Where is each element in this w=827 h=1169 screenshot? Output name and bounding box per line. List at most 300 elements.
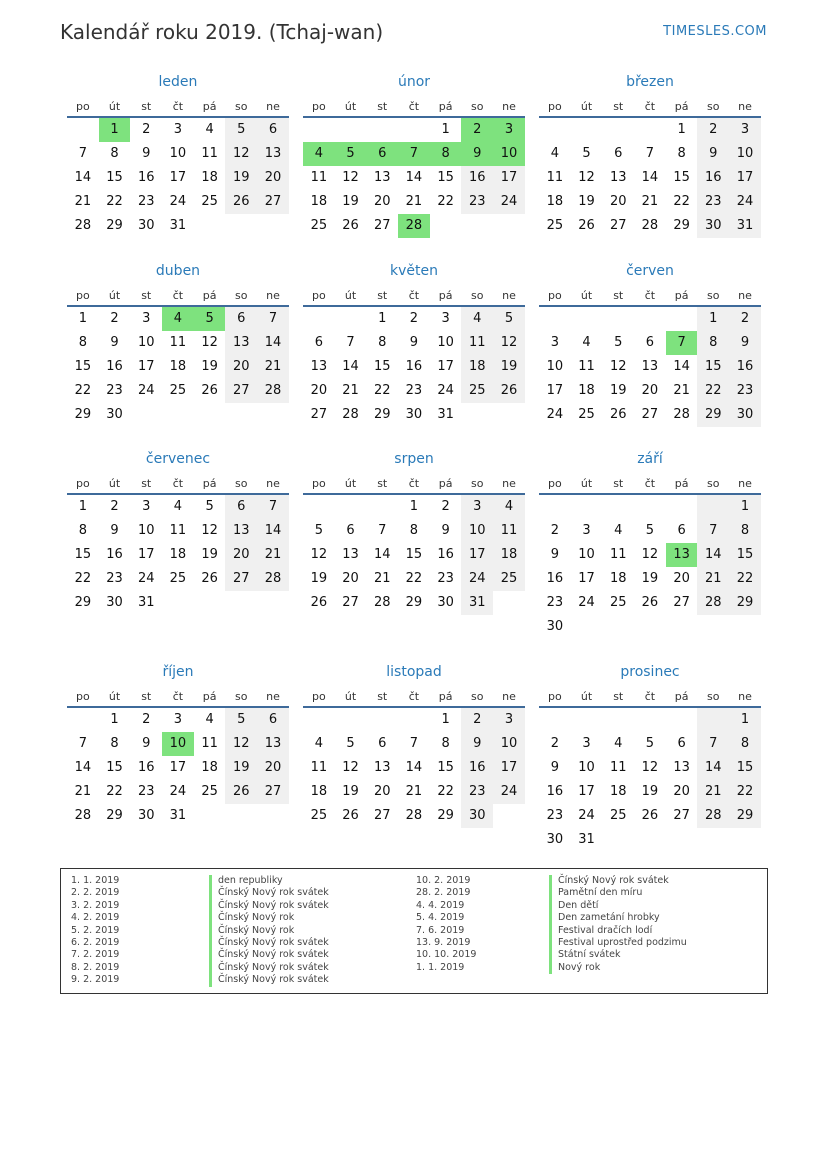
day-cell: 17	[546, 383, 564, 398]
week-row	[539, 379, 761, 403]
day-cell: 23	[461, 190, 493, 214]
day-cell: 27	[342, 595, 359, 610]
week-row	[539, 780, 761, 804]
weekday-label: st	[377, 690, 388, 703]
day-cell: 20	[257, 166, 289, 190]
weekday-label: ne	[266, 289, 280, 302]
day-cell: 21	[257, 543, 289, 567]
weekday-label: út	[344, 477, 357, 490]
day-cell: 19	[225, 756, 257, 780]
day-cell: 22	[74, 383, 92, 398]
day-cell: 24	[137, 383, 155, 398]
month-7	[303, 449, 525, 615]
day-cell: 9	[461, 142, 493, 166]
day-cell: 17	[578, 784, 595, 799]
day-cell: 21	[342, 383, 359, 398]
month-6	[67, 449, 289, 615]
empty-cell	[493, 403, 525, 427]
day-cell: 22	[673, 194, 690, 209]
day-cell: 31	[169, 808, 187, 823]
brand-link[interactable]: TIMESLES.COM	[663, 24, 767, 39]
day-cell: 15	[437, 170, 454, 185]
month-name: srpen	[394, 451, 434, 467]
day-cell: 27	[373, 218, 391, 233]
day-cell: 1	[677, 122, 686, 137]
day-cell: 28	[398, 214, 430, 238]
week-row	[539, 519, 761, 543]
day-cell: 17	[729, 166, 761, 190]
day-cell: 1	[441, 122, 450, 137]
day-cell: 5	[205, 499, 214, 514]
day-cell: 21	[74, 194, 92, 209]
week-row	[67, 756, 289, 780]
day-cell: 12	[225, 142, 257, 166]
week-row	[303, 379, 525, 403]
week-row	[539, 732, 761, 756]
legend-entry: 4. 2. 2019	[71, 912, 120, 924]
day-cell: 23	[461, 780, 493, 804]
day-cell: 13	[373, 760, 391, 775]
day-cell: 7	[257, 307, 289, 331]
legend-entry: 5. 2. 2019	[71, 924, 120, 936]
day-cell: 29	[373, 407, 391, 422]
day-cell: 21	[405, 784, 423, 799]
day-cell: 5	[335, 142, 367, 166]
month-name: listopad	[386, 664, 442, 680]
day-cell: 5	[645, 736, 655, 751]
day-cell: 15	[106, 170, 123, 185]
week-row	[67, 403, 289, 427]
day-cell: 24	[578, 595, 595, 610]
day-cell: 17	[461, 543, 493, 567]
legend-entry: Nový rok	[549, 962, 687, 974]
day-cell: 15	[106, 760, 123, 775]
day-cell: 28	[342, 407, 359, 422]
day-cell: 8	[378, 335, 387, 350]
day-cell: 4	[162, 307, 194, 331]
weekday-label: so	[471, 289, 484, 302]
weekday-header	[539, 96, 761, 118]
legend-entry: Festival uprostřed podzimu	[549, 937, 687, 949]
day-cell: 15	[437, 760, 454, 775]
week-row	[67, 519, 289, 543]
day-cell: 19	[342, 784, 359, 799]
day-cell: 25	[546, 218, 564, 233]
day-cell: 12	[493, 331, 525, 355]
day-cell: 25	[609, 595, 627, 610]
day-cell: 10	[137, 335, 155, 350]
day-cell: 26	[641, 808, 659, 823]
day-cell: 29	[437, 808, 454, 823]
day-cell: 15	[729, 543, 761, 567]
week-row	[303, 307, 525, 331]
empty-cell	[493, 804, 525, 828]
day-cell: 12	[342, 760, 359, 775]
day-cell: 22	[373, 383, 391, 398]
month-name: červen	[626, 263, 674, 279]
day-cell: 10	[437, 335, 454, 350]
empty-cell	[430, 214, 462, 238]
day-cell: 19	[641, 784, 659, 799]
weekday-label: pá	[202, 289, 217, 302]
day-cell: 28	[74, 808, 92, 823]
day-cell: 2	[461, 708, 493, 732]
day-cell: 20	[373, 784, 391, 799]
empty-cell	[602, 307, 634, 331]
week-row	[539, 804, 761, 828]
empty-cell	[335, 495, 367, 519]
week-row	[303, 804, 525, 828]
day-cell: 20	[257, 756, 289, 780]
weekday-label: st	[613, 690, 624, 703]
weekday-label: so	[471, 690, 484, 703]
day-cell: 8	[729, 732, 761, 756]
day-cell: 28	[641, 218, 659, 233]
day-cell: 13	[609, 170, 627, 185]
day-cell: 4	[461, 307, 493, 331]
day-cell: 23	[729, 379, 761, 403]
empty-cell	[493, 591, 525, 615]
legend-entry: Čínský Nový rok svátek	[209, 900, 329, 912]
empty-cell	[366, 118, 398, 142]
day-cell: 17	[137, 359, 155, 374]
weekday-label: po	[311, 289, 326, 302]
day-cell: 12	[641, 760, 659, 775]
day-cell: 16	[697, 166, 729, 190]
empty-cell	[194, 403, 226, 427]
day-cell: 10	[461, 519, 493, 543]
day-cell: 10	[578, 760, 595, 775]
week-row	[67, 118, 289, 142]
day-cell: 22	[437, 784, 454, 799]
empty-cell	[697, 615, 729, 639]
day-cell: 18	[461, 355, 493, 379]
day-cell: 20	[225, 543, 257, 567]
day-cell: 16	[546, 784, 564, 799]
day-cell: 26	[201, 571, 218, 586]
weekday-label: st	[613, 477, 624, 490]
day-cell: 11	[201, 736, 218, 751]
day-cell: 13	[342, 547, 359, 562]
weekday-label: ne	[738, 690, 752, 703]
day-cell: 9	[729, 331, 761, 355]
day-cell: 30	[546, 619, 564, 634]
day-cell: 14	[257, 519, 289, 543]
day-cell: 20	[673, 571, 690, 586]
day-cell: 27	[673, 595, 690, 610]
empty-cell	[729, 828, 761, 852]
day-cell: 24	[169, 784, 187, 799]
month-weeks	[67, 118, 289, 238]
day-cell: 23	[437, 571, 454, 586]
day-cell: 1	[441, 712, 450, 727]
day-cell: 11	[461, 331, 493, 355]
empty-cell	[602, 828, 634, 852]
day-cell: 6	[677, 523, 686, 538]
day-cell: 24	[578, 808, 595, 823]
day-cell: 12	[641, 547, 659, 562]
week-row	[303, 190, 525, 214]
day-cell: 23	[546, 808, 564, 823]
day-cell: 10	[493, 142, 525, 166]
weekday-label: st	[141, 690, 152, 703]
week-row	[67, 543, 289, 567]
day-cell: 29	[729, 591, 761, 615]
day-cell: 25	[609, 808, 627, 823]
holiday-legend	[60, 868, 768, 994]
day-cell: 19	[493, 355, 525, 379]
weekday-label: ne	[266, 100, 280, 113]
weekday-header	[67, 285, 289, 307]
day-cell: 23	[137, 784, 155, 799]
day-cell: 18	[546, 194, 564, 209]
legend-entry: Čínský Nový rok svátek	[209, 974, 329, 986]
weekday-header	[67, 96, 289, 118]
empty-cell	[571, 615, 603, 639]
week-row	[303, 732, 525, 756]
week-row	[539, 331, 761, 355]
day-cell: 2	[550, 736, 559, 751]
day-cell: 22	[729, 780, 761, 804]
weekday-label: pá	[438, 690, 453, 703]
day-cell: 11	[609, 760, 627, 775]
empty-cell	[539, 118, 571, 142]
day-cell: 9	[550, 760, 559, 775]
week-row	[303, 118, 525, 142]
month-name: červenec	[145, 451, 211, 467]
empty-cell	[602, 708, 634, 732]
day-cell: 24	[729, 190, 761, 214]
day-cell: 7	[409, 736, 419, 751]
day-cell: 14	[74, 760, 92, 775]
day-cell: 22	[74, 571, 92, 586]
weekday-label: ne	[502, 100, 516, 113]
day-cell: 17	[578, 571, 595, 586]
week-row	[67, 591, 289, 615]
day-cell: 26	[225, 780, 257, 804]
day-cell: 3	[550, 335, 559, 350]
day-cell: 12	[201, 523, 218, 538]
day-cell: 30	[697, 214, 729, 238]
day-cell: 27	[641, 407, 659, 422]
week-row	[539, 591, 761, 615]
week-row	[539, 756, 761, 780]
day-cell: 2	[110, 311, 119, 326]
legend-entry: den republiky	[209, 875, 329, 887]
day-cell: 29	[729, 804, 761, 828]
weekday-label: út	[108, 690, 121, 703]
day-cell: 9	[110, 335, 119, 350]
weekday-label: so	[235, 690, 248, 703]
day-cell: 15	[673, 170, 690, 185]
weekday-label: út	[580, 690, 593, 703]
empty-cell	[461, 403, 493, 427]
week-row	[303, 355, 525, 379]
week-row	[67, 214, 289, 238]
week-row	[303, 166, 525, 190]
day-cell: 8	[697, 331, 729, 355]
day-cell: 26	[342, 218, 359, 233]
empty-cell	[666, 828, 698, 852]
day-cell: 4	[493, 495, 525, 519]
empty-cell	[634, 828, 666, 852]
day-cell: 30	[437, 595, 454, 610]
legend-entry: 5. 4. 2019	[416, 912, 465, 924]
month-weeks	[539, 708, 761, 852]
week-row	[67, 567, 289, 591]
day-cell: 26	[609, 407, 627, 422]
day-cell: 24	[137, 571, 155, 586]
day-cell: 5	[194, 307, 226, 331]
empty-cell	[634, 307, 666, 331]
day-cell: 6	[314, 335, 323, 350]
day-cell: 7	[346, 335, 355, 350]
weekday-label: ne	[502, 477, 516, 490]
legend-entry: 4. 4. 2019	[416, 899, 465, 911]
day-cell: 22	[437, 194, 454, 209]
empty-cell	[571, 118, 603, 142]
day-cell: 9	[110, 523, 119, 538]
week-row	[67, 495, 289, 519]
day-cell: 15	[697, 355, 729, 379]
weekday-label: čt	[408, 100, 420, 113]
day-cell: 8	[677, 146, 686, 161]
month-weeks	[539, 307, 761, 427]
month-name: září	[637, 451, 663, 467]
empty-cell	[634, 708, 666, 732]
weekday-header	[303, 686, 525, 708]
empty-cell	[335, 708, 367, 732]
day-cell: 19	[342, 194, 359, 209]
day-cell: 14	[673, 359, 690, 374]
weekday-label: po	[547, 289, 562, 302]
day-cell: 10	[578, 547, 595, 562]
day-cell: 17	[493, 756, 525, 780]
empty-cell	[366, 495, 398, 519]
weekday-label: pá	[674, 289, 689, 302]
day-cell: 7	[78, 146, 87, 161]
day-cell: 16	[546, 571, 564, 586]
day-cell: 12	[342, 170, 359, 185]
weekday-label: pá	[674, 100, 689, 113]
day-cell: 23	[106, 571, 123, 586]
day-cell: 26	[493, 379, 525, 403]
day-cell: 2	[142, 712, 151, 727]
month-name: leden	[158, 74, 198, 90]
day-cell: 4	[205, 712, 214, 727]
legend-entry: 7. 6. 2019	[416, 924, 465, 936]
month-4	[303, 261, 525, 427]
day-cell: 1	[729, 708, 761, 732]
day-cell: 3	[582, 523, 591, 538]
legend-entry: 9. 2. 2019	[71, 974, 120, 986]
day-cell: 3	[142, 499, 151, 514]
day-cell: 29	[106, 808, 123, 823]
empty-cell	[571, 495, 603, 519]
week-row	[67, 355, 289, 379]
empty-cell	[335, 307, 367, 331]
empty-cell	[303, 708, 335, 732]
legend-names-right	[549, 875, 687, 974]
day-cell: 2	[697, 118, 729, 142]
empty-cell	[303, 307, 335, 331]
legend-entry: 1. 1. 2019	[71, 875, 120, 886]
legend-entry: Čínský Nový rok	[209, 925, 329, 937]
weekday-header	[539, 686, 761, 708]
day-cell: 7	[645, 146, 655, 161]
day-cell: 15	[373, 359, 391, 374]
day-cell: 3	[493, 118, 525, 142]
weekday-header	[303, 285, 525, 307]
day-cell: 21	[673, 383, 690, 398]
day-cell: 28	[697, 804, 729, 828]
day-cell: 14	[697, 756, 729, 780]
day-cell: 13	[673, 760, 690, 775]
week-row	[539, 166, 761, 190]
legend-entry: Čínský Nový rok svátek	[209, 962, 329, 974]
weekday-label: so	[235, 477, 248, 490]
day-cell: 19	[201, 359, 218, 374]
day-cell: 3	[173, 122, 183, 137]
empty-cell	[666, 615, 698, 639]
month-name: duben	[155, 263, 201, 279]
day-cell: 27	[225, 567, 257, 591]
day-cell: 5	[493, 307, 525, 331]
weekday-header	[303, 473, 525, 495]
weekday-label: po	[547, 100, 562, 113]
day-cell: 18	[169, 359, 187, 374]
day-cell: 21	[74, 784, 92, 799]
day-cell: 16	[729, 355, 761, 379]
weekday-label: čt	[408, 289, 420, 302]
empty-cell	[729, 615, 761, 639]
day-cell: 4	[550, 146, 559, 161]
day-cell: 8	[441, 736, 450, 751]
day-cell: 15	[405, 547, 423, 562]
day-cell: 14	[342, 359, 359, 374]
legend-entry: 10. 2. 2019	[416, 875, 471, 886]
day-cell: 14	[405, 170, 423, 185]
weekday-label: čt	[408, 690, 420, 703]
day-cell: 11	[201, 146, 218, 161]
weekday-label: ne	[266, 477, 280, 490]
day-cell: 3	[441, 311, 450, 326]
day-cell: 2	[409, 311, 419, 326]
day-cell: 29	[74, 407, 92, 422]
day-cell: 20	[310, 383, 328, 398]
week-row	[67, 331, 289, 355]
day-cell: 5	[614, 335, 623, 350]
weekday-label: čt	[172, 289, 184, 302]
day-cell: 21	[697, 780, 729, 804]
empty-cell	[697, 708, 729, 732]
weekday-label: st	[377, 289, 388, 302]
weekday-label: so	[235, 100, 248, 113]
day-cell: 25	[310, 808, 328, 823]
week-row	[67, 142, 289, 166]
day-cell: 23	[405, 383, 423, 398]
month-weeks	[67, 495, 289, 615]
day-cell: 8	[110, 146, 119, 161]
day-cell: 18	[493, 543, 525, 567]
weekday-label: čt	[408, 477, 420, 490]
day-cell: 12	[310, 547, 328, 562]
day-cell: 30	[137, 218, 155, 233]
day-cell: 14	[373, 547, 391, 562]
day-cell: 16	[106, 359, 123, 374]
day-cell: 2	[461, 118, 493, 142]
week-row	[539, 615, 761, 639]
